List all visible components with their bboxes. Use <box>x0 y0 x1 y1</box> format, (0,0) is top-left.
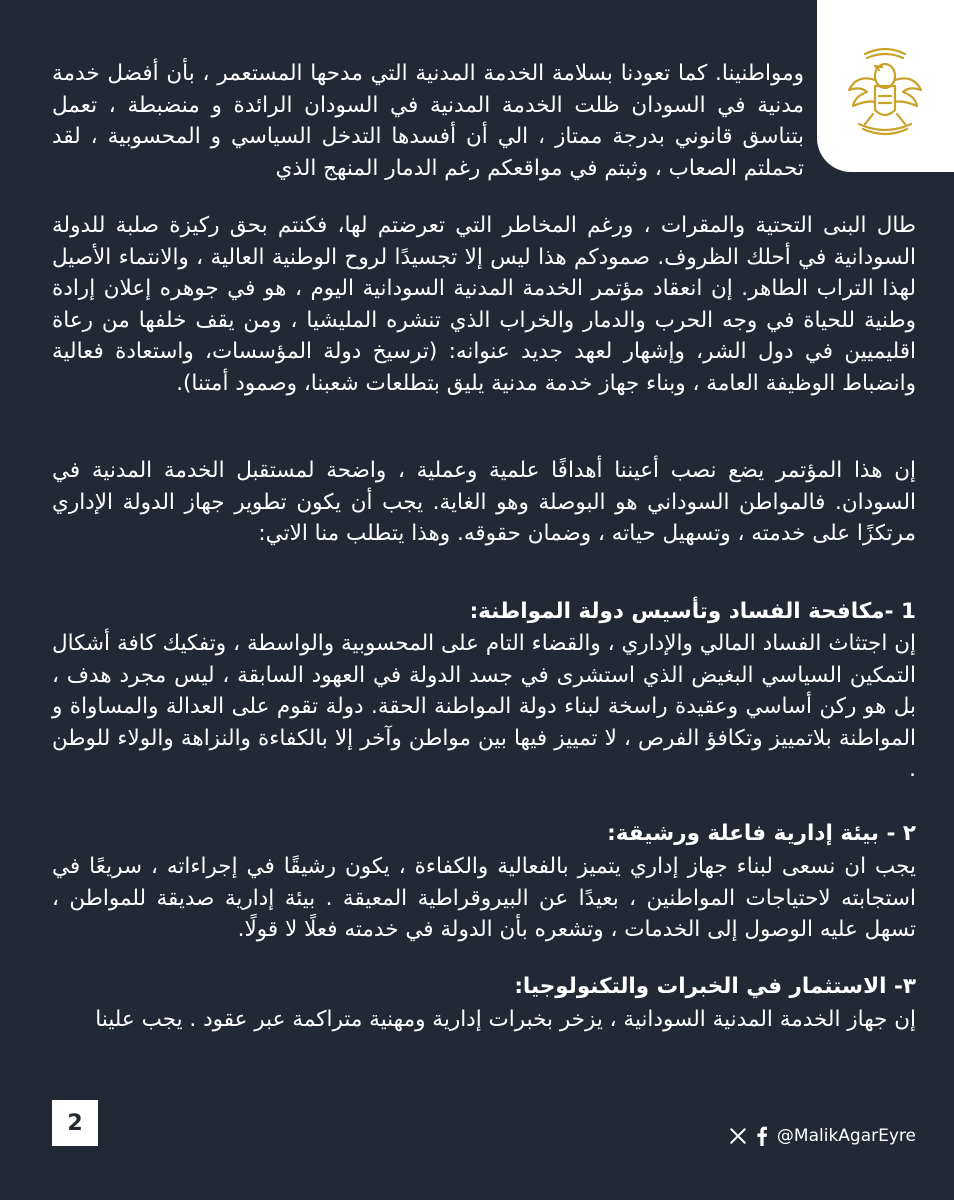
x-icon[interactable] <box>729 1127 747 1145</box>
paragraph-continued: طال البنى التحتية والمقرات ، ورغم المخاطر التي تعرضتم لها، فكنتم بحق ركيزة صلبة للدولة السودانية في أحلك الظروف. صمودكم هذا ليس إلا تجسيدًا لروح الوطنية العالية ، والانتماء الأصيل لهذا التراب الطاهر. إن انعقاد مؤتمر الخدمة المدنية السودانية اليوم ، هو في جوهره إعلان إرادة وطنية للحياة في وجه الحرب والدمار والخراب الذي تنشره المليشيا ، ومن يقف خلفها من رعاة اقليميين في دول الشر، وإشهار لعهد جديد عنوانه: (ترسيخ دولة المؤسسات، واستعادة فعالية وانضباط الوظيفة العامة ، وبناء جهاز خدمة مدنية يليق بتطلعات شعبنا، وصمود أمتنا). <box>52 213 916 396</box>
paragraph-goals: إن هذا المؤتمر يضع نصب أعيننا أهدافًا علمية وعملية ، واضحة لمستقبل الخدمة المدنية في السودان. فالمواطن السوداني هو البوصلة وهو الغاية. يجب أن يكون تطوير جهاز الدولة الإداري مرتكزًا على خدمته ، وتسهيل حياته ، وضمان حقوقه. وهذا يتطلب منا الاتي: <box>52 458 916 546</box>
section-1-body: إن اجتثاث الفساد المالي والإداري ، والقضاء التام على المحسوبية والواسطة ، وتفكيك كافة أشكال التمكين السياسي البغيض الذي استشرى في جسد الدولة في العهود السابقة ، ليس مجرد هدف ، بل هو ركن أساسي وعقيدة راسخة لبناء دولة المواطنة الحقة. دولة تقوم على العدالة والمساواة و المواطنة بلاتمييز وتكافؤ الفرص ، لا تمييز فيها بين مواطن وآخر إلا بالكفاءة والنزاهة والولاء للوطن . <box>52 631 916 782</box>
emblem-tab <box>817 0 954 172</box>
section-2-heading: ٢ - بيئة إدارية فاعلة ورشيقة: <box>607 821 916 846</box>
section-1-heading: 1 -مكافحة الفساد وتأسيس دولة المواطنة: <box>469 599 916 624</box>
section-3-heading: ٣- الاستثمار في الخبرات والتكنولوجيا: <box>514 974 916 999</box>
section-2-body: يجب ان نسعى لبناء جهاز إداري يتميز بالفعالية والكفاءة ، يكون رشيقًا في إجراءاته ، سريعًا في استجابته لاحتياجات المواطنين ، بعيدًا عن البيروقراطية المعيقة . بيئة إدارية صديقة للمواطن ، تسهل عليه الوصول إلى الخدمات ، وتشعره بأن الدولة في خدمته فعلًا لا قولًا. <box>52 854 916 942</box>
section-3-body: إن جهاز الخدمة المدنية السودانية ، يزخر بخبرات إدارية ومهنية متراكمة عبر عقود . يجب علينا <box>95 1007 916 1032</box>
paragraph-intro: ومواطنينا. كما تعودنا بسلامة الخدمة المدنية التي مدحها المستعمر ، بأن أفضل خدمة مدنية في السودان ظلت الخدمة المدنية في السودان الرائدة و منضبطة ، تعمل بتناسق قانوني بدرجة ممتاز ، الي أن أفسدها التدخل السياسي و المحسوبية ، لقد تحملتم الصعاب ، وثبتم في مواقعكم رغم الدمار المنهج الذي <box>52 61 804 181</box>
page-number: 2 <box>52 1100 98 1146</box>
social-footer <box>729 1126 916 1146</box>
social-handle[interactable]: @MalikAgarEyre <box>776 1126 916 1146</box>
sudan-emblem-icon <box>835 40 935 140</box>
facebook-icon[interactable] <box>755 1126 769 1146</box>
